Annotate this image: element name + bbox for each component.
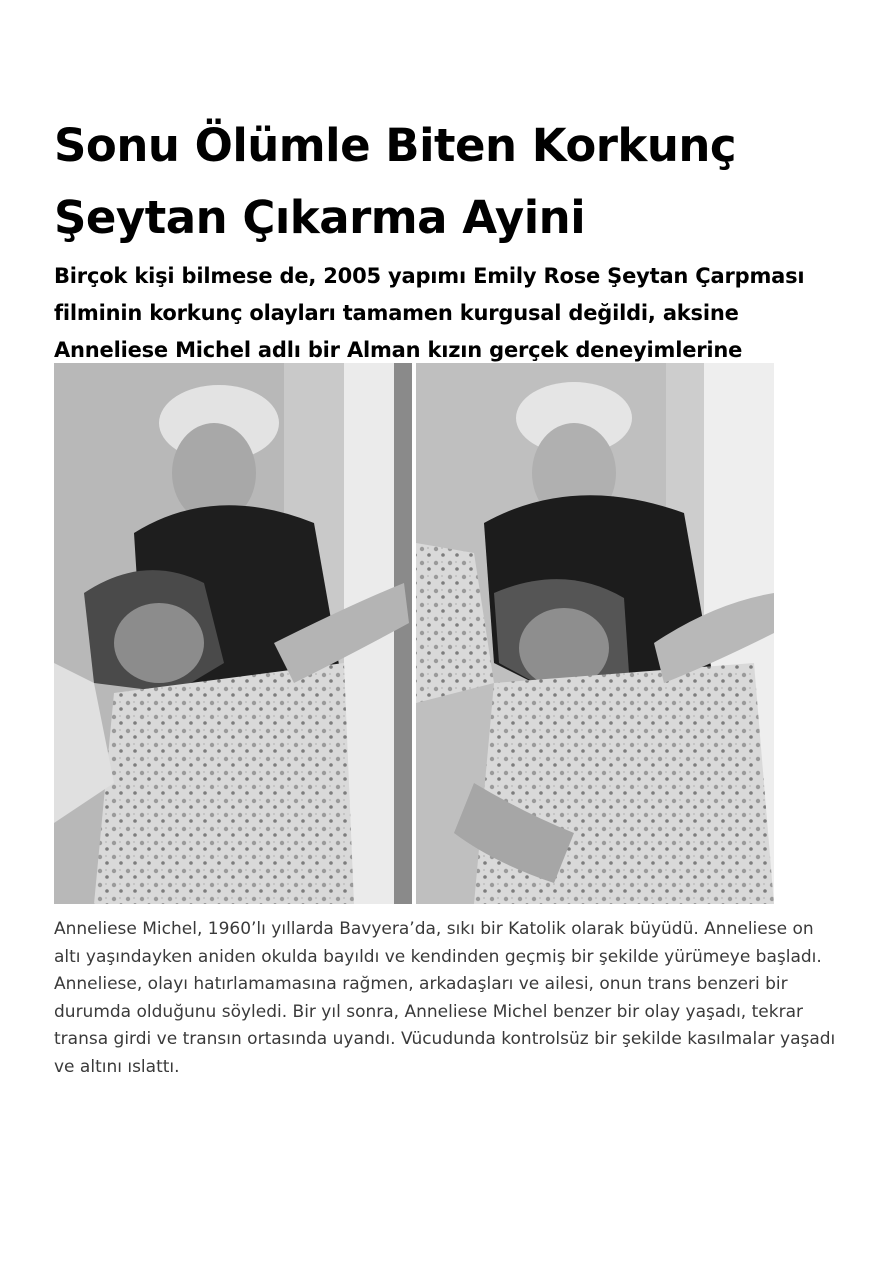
article-subtitle: Birçok kişi bilmese de, 2005 yapımı Emily Rose Şeytan Çarpması filminin korkunç olayları tamamen kurgusal değildi, aksine Anneliese Michel adlı bir Alman kızın gerçek deneyimlerine	[54, 264, 805, 362]
photo-panel-right	[416, 363, 774, 904]
article-photo	[54, 363, 774, 904]
photo-panel-left	[54, 363, 412, 904]
article-title: Sonu Ölümle Biten Korkunç Şeytan Çıkarma Ayini	[54, 119, 737, 244]
article	[54, 110, 844, 1077]
article-body: Anneliese Michel, 1960’lı yıllarda Bavyera’da, sıkı bir Katolik olarak büyüdü. Anneliese on altı yaşındayken aniden okulda bayıldı ve kendinden geçmiş bir şekilde yürümeye başladı. Anneliese, olayı hatırlamamasına rağmen, arkadaşları ve ailesi, onun trans benzeri bir durumda olduğunu söyledi. Bir yıl sonra, Anneliese Michel benzer bir olay yaşadı, tekrar transa girdi ve transın ortasında uyandı. Vücudunda kontrolsüz bir şekilde kasılmalar yaşadı ve altını ıslattı.	[54, 919, 836, 1077]
